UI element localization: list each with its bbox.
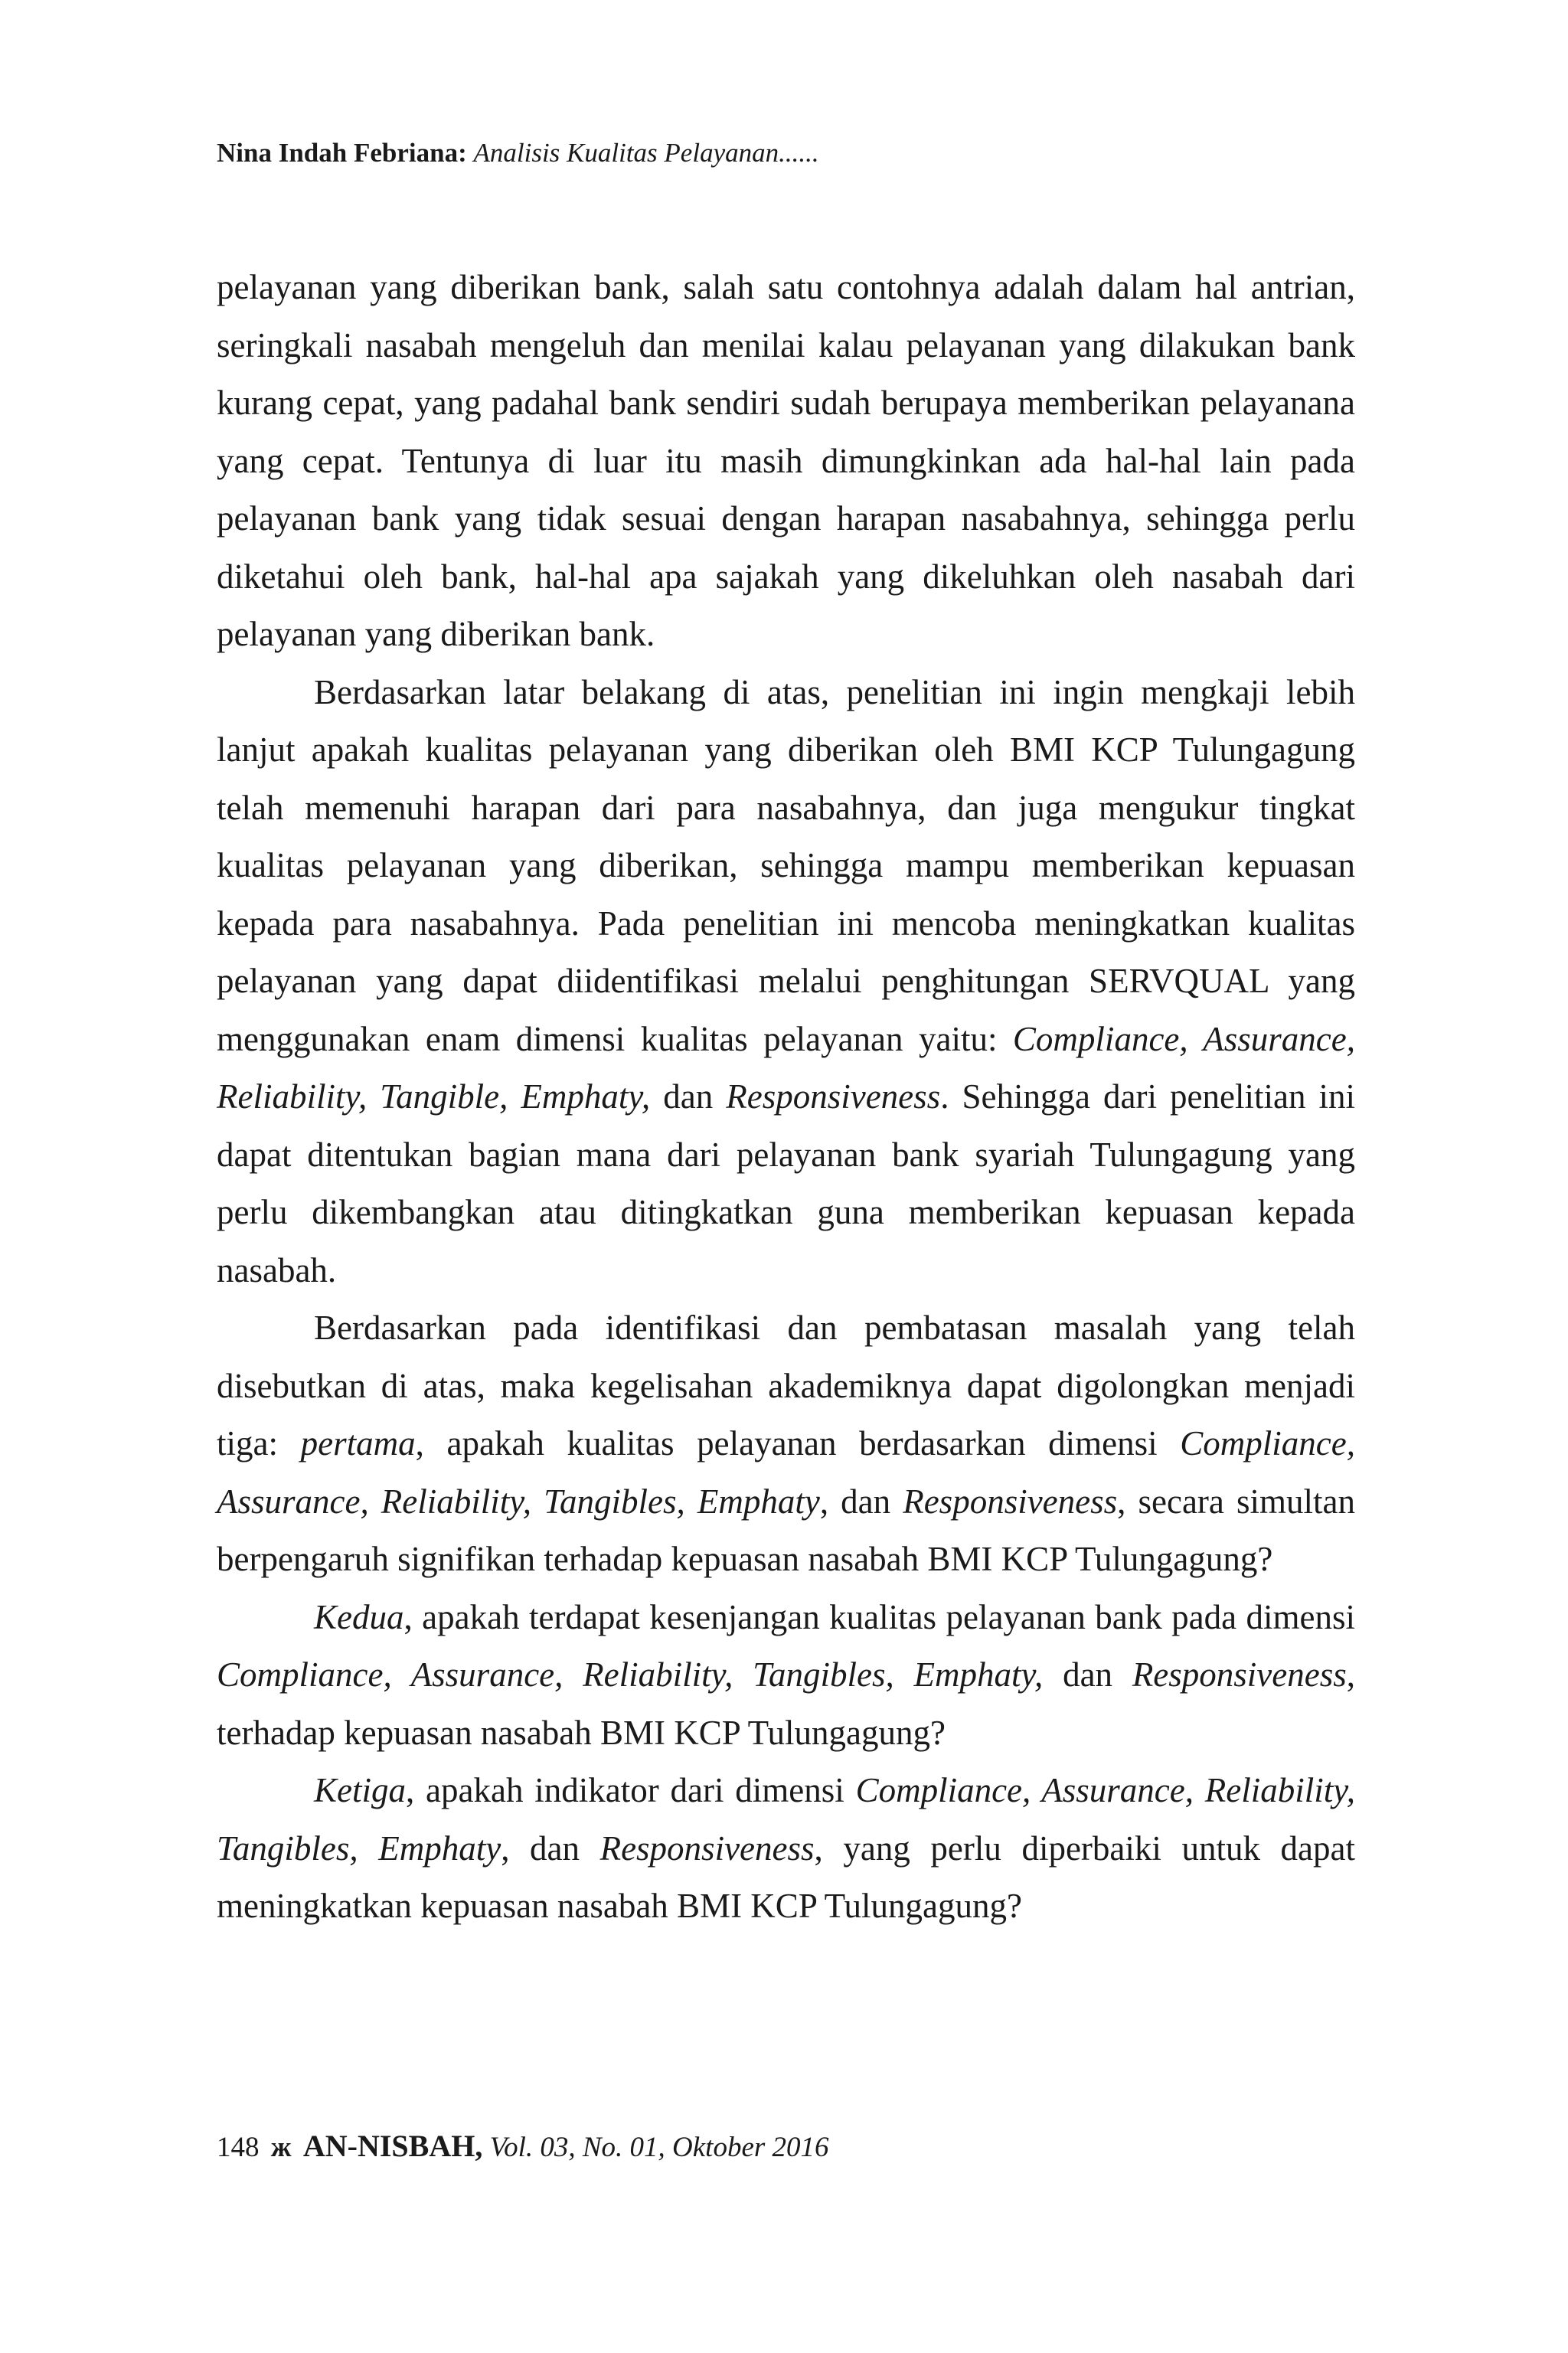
text-run: Berdasarkan latar belakang di atas, penelitian ini ingin mengkaji lebih lanjut apakah kualitas pelayanan yang diberikan oleh BMI KCP Tulungagung telah memenuhi harapan dari para nasabahnya, dan juga mengukur tingkat kualitas pelayanan yang diberikan, sehingga mampu memberikan kepuasan kepada para nasabahnya. Pada penelitian ini mencoba meningkatkan kualitas pelayanan yang dapat diidentifikasi melalui penghitungan SERVQUAL yang menggunakan enam dimensi kualitas pelayanan yaitu: [217,672,1355,1058]
journal-ornament-icon: ж [270,2132,292,2163]
text-run: , yang perlu diperbaiki untuk dapat meningkatkan kepuasan nasabah BMI KCP Tulungagung? [217,1828,1355,1925]
body-text [217,259,1355,1936]
paragraph-4 [217,1589,1355,1763]
italic-run: pertama [300,1424,416,1462]
paragraph-3 [217,1299,1355,1589]
text-run: , secara simultan berpengaruh signifikan terhadap kepuasan nasabah BMI KCP Tulungagung? [217,1482,1355,1578]
text-run: , apakah terdapat kesenjangan kualitas pelayanan bank pada dimensi [403,1597,1355,1636]
text-run: , apakah indikator dari dimensi [406,1771,856,1809]
text-run: , terhadap kepuasan nasabah BMI KCP Tulungagung? [217,1655,1355,1752]
text-run: Berdasarkan pada identifikasi dan pembatasan masalah yang telah disebutkan di atas, maka kegelisahan akademiknya dapat digolongkan menjadi tiga: [217,1309,1355,1462]
header-article-title: Analisis Kualitas Pelayanan...... [473,138,819,168]
text-run: , apakah kualitas pelayanan berdasarkan dimensi [415,1424,1181,1462]
header-author: Nina Indah Febriana: [217,138,467,168]
italic-run: Responsiveness [599,1828,815,1868]
italic-run: Kedua [314,1597,404,1636]
italic-run: Responsiveness [726,1077,941,1116]
text-run: dan [1043,1655,1132,1694]
page-number: 148 [217,2132,260,2163]
text-run: dan [650,1077,727,1116]
text-run: . Sehingga dari penelitian ini dapat ditentukan bagian mana dari pelayanan bank syariah Tulungagung yang perlu dikembangkan atau ditingkatkan guna memberikan kepuasan kepada nasabah. [217,1077,1355,1289]
italic-run: Responsiveness [1132,1655,1347,1694]
italic-run: Responsiveness [903,1482,1118,1521]
italic-run: Compliance, Assurance, Reliability, Tangibles, Emphaty [217,1424,1355,1521]
paragraph-1: pelayanan yang diberikan bank, salah satu contohnya adalah dalam hal antrian, seringkali nasabah mengeluh dan menilai kalau pelayanan yang dilakukan bank kurang cepat, yang padahal bank sendiri sudah berupaya memberikan pelayanana yang cepat. Tentunya di luar itu masih dimungkinkan ada hal-hal lain pada pelayanan bank yang tidak sesuai dengan harapan nasabahnya, sehingga perlu diketahui oleh bank, hal-hal apa sajakah yang dikeluhkan oleh nasabah dari pelayanan yang diberikan bank. [217,268,1355,653]
running-head [217,136,819,170]
italic-run: Ketiga [314,1771,406,1809]
page-footer [217,2129,829,2165]
paragraph-2 [217,664,1355,1300]
italic-run: Compliance, Assurance, Reliability, Tangibles, Emphaty, [217,1655,1044,1694]
italic-run: Compliance, Assurance, Reliability, Tangibles, Emphaty [217,1771,1355,1868]
text-run: , dan [501,1828,600,1868]
paragraph-5 [217,1762,1355,1936]
italic-run: Compliance, Assurance, Reliability, Tangible, Emphaty, [217,1019,1355,1116]
journal-volume: Vol. 03, No. 01, Oktober 2016 [489,2132,829,2163]
journal-name: AN-NISBAH, [302,2129,483,2163]
text-run: , dan [819,1482,903,1521]
